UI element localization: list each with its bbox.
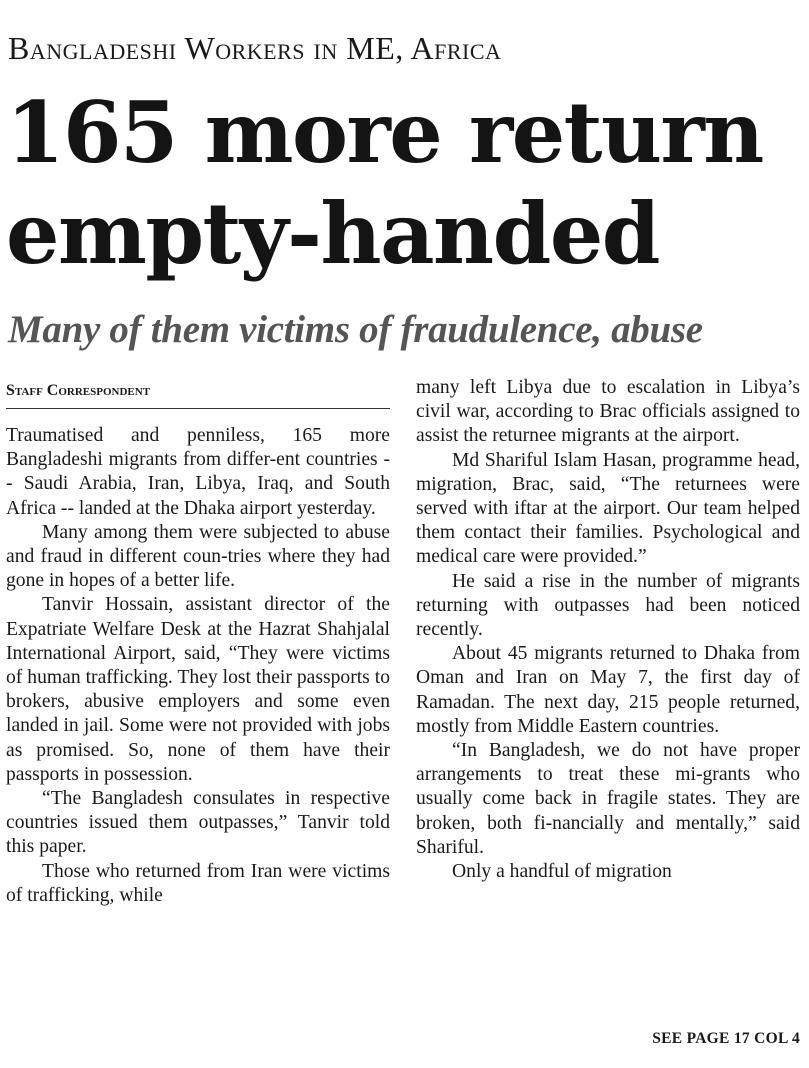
paragraph: “In Bangladesh, we do not have proper arrangements to treat these mi-grants who usually come back in fragile states. They are broken, both fi-nancially and mentally,” said Shariful.	[416, 740, 800, 858]
headline-line-2: empty-handed	[6, 184, 660, 283]
column-1	[6, 424, 390, 908]
paragraph: About 45 migrants returned to Dhaka from Oman and Iran on May 7, the first day of Ramadan. The next day, 215 people returned, mostly from Middle Eastern countries.	[416, 643, 800, 737]
headline-line-1: 165 more return	[6, 83, 763, 182]
paragraph: He said a rise in the number of migrants returning with outpasses had been noticed recently.	[416, 570, 800, 641]
byline: Staff Correspondent	[6, 380, 390, 409]
paragraph: Those who returned from Iran were victims of trafficking, while	[6, 860, 390, 906]
deck: Many of them victims of fraudulence, abuse	[8, 308, 703, 351]
paragraph: Traumatised and penniless, 165 more Bangladeshi migrants from differ-ent countries -- Saudi Arabia, Iran, Libya, Iraq, and South Africa -- landed at the Dhaka airport yesterday.	[6, 425, 390, 519]
kicker: Bangladeshi Workers in ME, Africa	[8, 30, 502, 66]
headline	[6, 82, 806, 284]
paragraph: Md Shariful Islam Hasan, programme head, migration, Brac, said, “The returnees were served with iftar at the airport. Our team helped them contact their families. Psychological and medical care were provided.”	[416, 449, 800, 568]
continued-jump-link[interactable]: SEE PAGE 17 COL 4	[652, 1030, 800, 1047]
paragraph: Tanvir Hossain, assistant director of the Expatriate Welfare Desk at the Hazrat Shahjalal International Airport, said, “They were victims of human trafficking. They lost their passports to brokers, abusive employers and some even landed in jail. Some were not provided with jobs as promised. So, none of them have their passports in possession.	[6, 594, 390, 785]
paragraph: many left Libya due to escalation in Libya’s civil war, according to Brac officials assigned to assist the returnee migrants at the airport.	[416, 377, 800, 447]
paragraph: “The Bangladesh consulates in respective countries issued them outpasses,” Tanvir told this paper.	[6, 788, 390, 858]
paragraph: Only a handful of migration	[452, 861, 672, 883]
paragraph: Many among them were subjected to abuse and fraud in different coun-tries where they had gone in hopes of a better life.	[6, 521, 390, 592]
column-2	[416, 376, 800, 884]
